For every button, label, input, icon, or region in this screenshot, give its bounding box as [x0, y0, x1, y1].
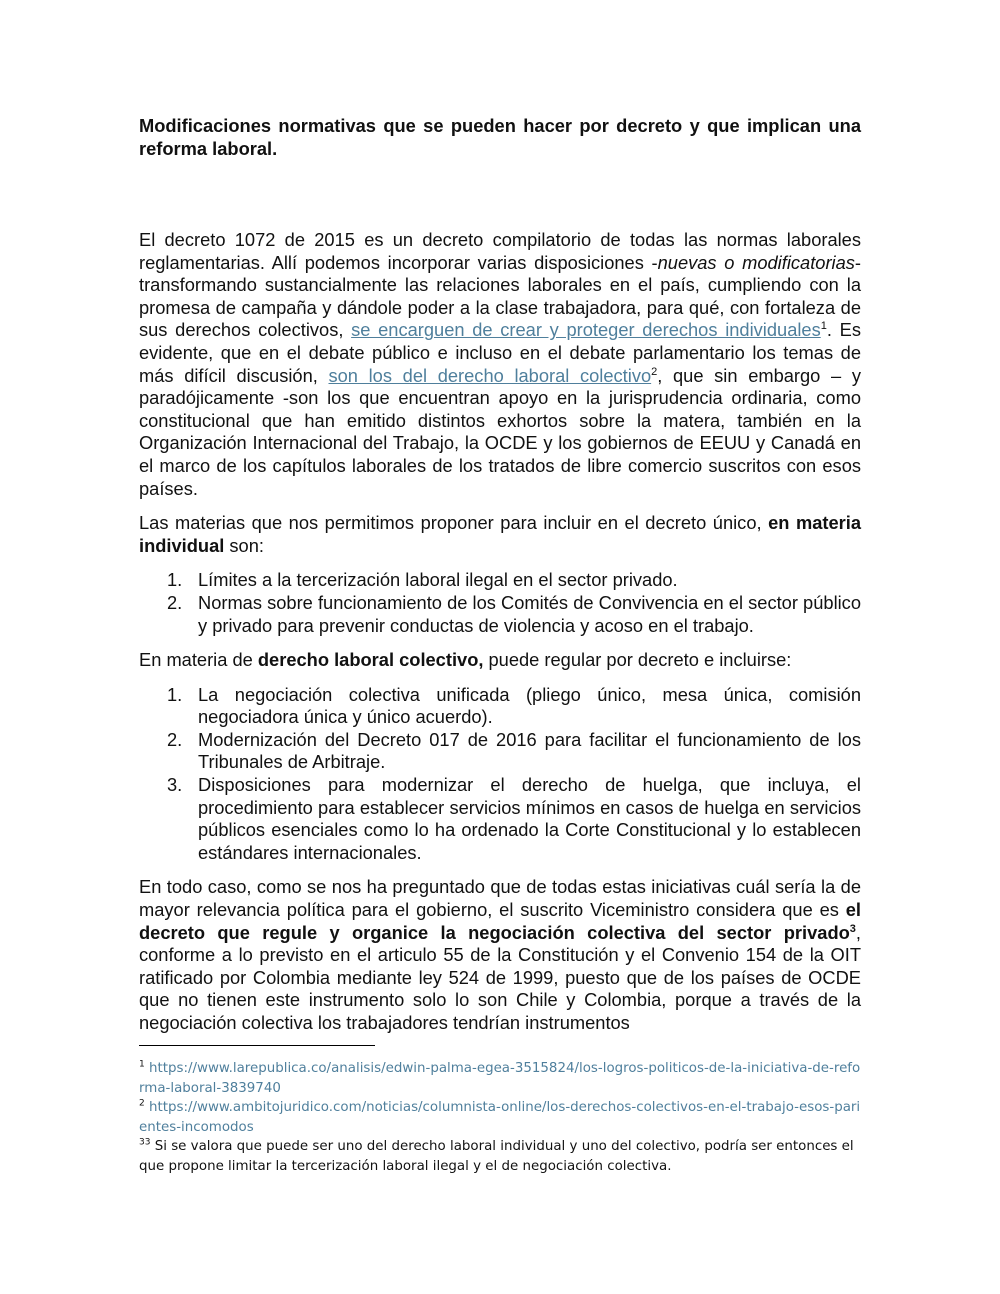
- text-span: En materia de: [139, 649, 258, 671]
- text-span: El decreto 1072 de 2015 es un decreto compilatorio de todas las normas laborales reglamentarias. Allí podemos incorporar varias disposiciones -: [139, 229, 861, 273]
- list-item: [139, 569, 861, 592]
- footnote-3: [139, 1137, 861, 1176]
- bold-text: derecho laboral colectivo,: [257, 649, 484, 671]
- footnote-ref-3[interactable]: 3: [849, 922, 856, 935]
- text-span: En todo caso, como se nos ha preguntado que de todas estas iniciativas cuál sería la de mayor relevancia política para el gobierno, el suscrito Viceministro considera que es: [139, 876, 861, 921]
- document-page: [139, 114, 861, 1035]
- footnote-mark: 33: [139, 1137, 151, 1148]
- text-span: Las materias que nos permitimos proponer para incluir en el decreto único,: [139, 512, 769, 534]
- link-derechos-individuales[interactable]: se encarguen de crear y proteger derechos individuales: [351, 319, 821, 341]
- bold-text: en materia individual: [139, 512, 861, 556]
- list-item: [139, 729, 861, 774]
- list-item-text: La negociación colectiva unificada (pliego único, mesa única, comisión negociadora única y único acuerdo).: [198, 683, 861, 728]
- list-number: 2.: [167, 728, 183, 750]
- list-number: 3.: [167, 774, 183, 796]
- footnote-ref-1[interactable]: 1: [820, 320, 827, 333]
- list-number: 1.: [167, 683, 183, 705]
- footnote-text: Si se valora que puede ser uno del derecho laboral individual y uno del colectivo, podría ser entonces el que propone limitar la tercerización laboral ilegal y el de negociación colectiva.: [139, 1139, 854, 1174]
- footnote-mark: 2: [139, 1098, 145, 1109]
- list-item: [139, 774, 861, 864]
- bold-text: el decreto que regule y organice la negociación colectiva del sector privado: [139, 899, 861, 943]
- document-body: [139, 229, 861, 1035]
- list-item: [139, 684, 861, 729]
- list-colectivo: [139, 684, 861, 865]
- footnote-1: [139, 1059, 861, 1098]
- list-number: 2.: [167, 591, 183, 613]
- list-individual: [139, 569, 861, 637]
- text-span: puede regular por decreto e incluirse:: [483, 649, 792, 671]
- text-span: , que sin embargo – y paradójicamente -son los que encuentran apoyo en la jurisprudencia ordinaria, como constitucional que han emitido distintos exhortos sobre la matera, también en la Organización Internacional del Trabajo, la OCDE y los gobiernos de EEUU y Canadá en el marco de los capítulos laborales de los tratados de libre comercio suscritos con esos países.: [139, 364, 861, 499]
- footnote-2: [139, 1098, 861, 1137]
- footnote-link-1[interactable]: https://www.larepublica.co/analisis/edwin-palma-egea-3515824/los-logros-politicos-de-la-iniciativa-de-reforma-laboral-3839740: [139, 1061, 861, 1096]
- footnote-mark: 1: [139, 1059, 145, 1070]
- list-item-text: Modernización del Decreto 017 de 2016 para facilitar el funcionamiento de los Tribunales de Arbitraje.: [198, 728, 861, 773]
- text-span: son:: [224, 534, 264, 556]
- paragraph-1: [139, 229, 861, 500]
- text-span: . Es evidente, que en el debate público e incluso en el debate parlamentario los temas de más difícil discusión,: [139, 319, 861, 386]
- list-number: 1.: [167, 569, 183, 591]
- paragraph-2: [139, 512, 861, 557]
- list-item-text: Disposiciones para modernizar el derecho de huelga, que incluya, el procedimiento para establecer servicios mínimos en casos de huelga en servicios públicos esenciales como lo ha ordenado la Corte Constitucional y lo establecen estándares internacionales.: [198, 774, 861, 863]
- paragraph-4: [139, 876, 861, 1034]
- text-span: - transformando sustancialmente las relaciones laborales en el país, cumpliendo con la promesa de campaña y dándole poder a la clase trabajadora, para qué, con fortaleza de sus derechos colectivos,: [139, 251, 861, 341]
- footnote-link-2[interactable]: https://www.ambitojuridico.com/noticias/columnista-online/los-derechos-colectivos-en-el-trabajo-esos-parientes-incomodos: [139, 1100, 861, 1135]
- list-item-text: Límites a la tercerización laboral ilegal en el sector privado.: [198, 569, 678, 591]
- footnotes: [139, 1059, 861, 1176]
- italic-text: nuevas o modificatorias: [657, 251, 855, 273]
- document-title: Modificaciones normativas que se pueden hacer por decreto y que implican una reforma laboral.: [139, 115, 861, 159]
- footnote-separator: [139, 1045, 375, 1046]
- text-span: , conforme a lo previsto en el articulo 55 de la Constitución y el Convenio 154 de la OIT ratificado por Colombia mediante ley 524 de 1999, puesto que de los países de OCDE que no tienen este instrumento solo lo son Chile y Colombia, porque a través de la negociación colectiva los trabajadores tendrían instrumentos: [139, 921, 861, 1033]
- list-item-text: Normas sobre funcionamiento de los Comités de Convivencia en el sector público y privado para prevenir conductas de violencia y acoso en el trabajo.: [198, 591, 861, 636]
- link-derecho-laboral-colectivo[interactable]: son los del derecho laboral colectivo: [328, 364, 652, 386]
- list-item: [139, 592, 861, 637]
- footnote-ref-2[interactable]: 2: [651, 365, 658, 378]
- paragraph-3: [139, 649, 861, 672]
